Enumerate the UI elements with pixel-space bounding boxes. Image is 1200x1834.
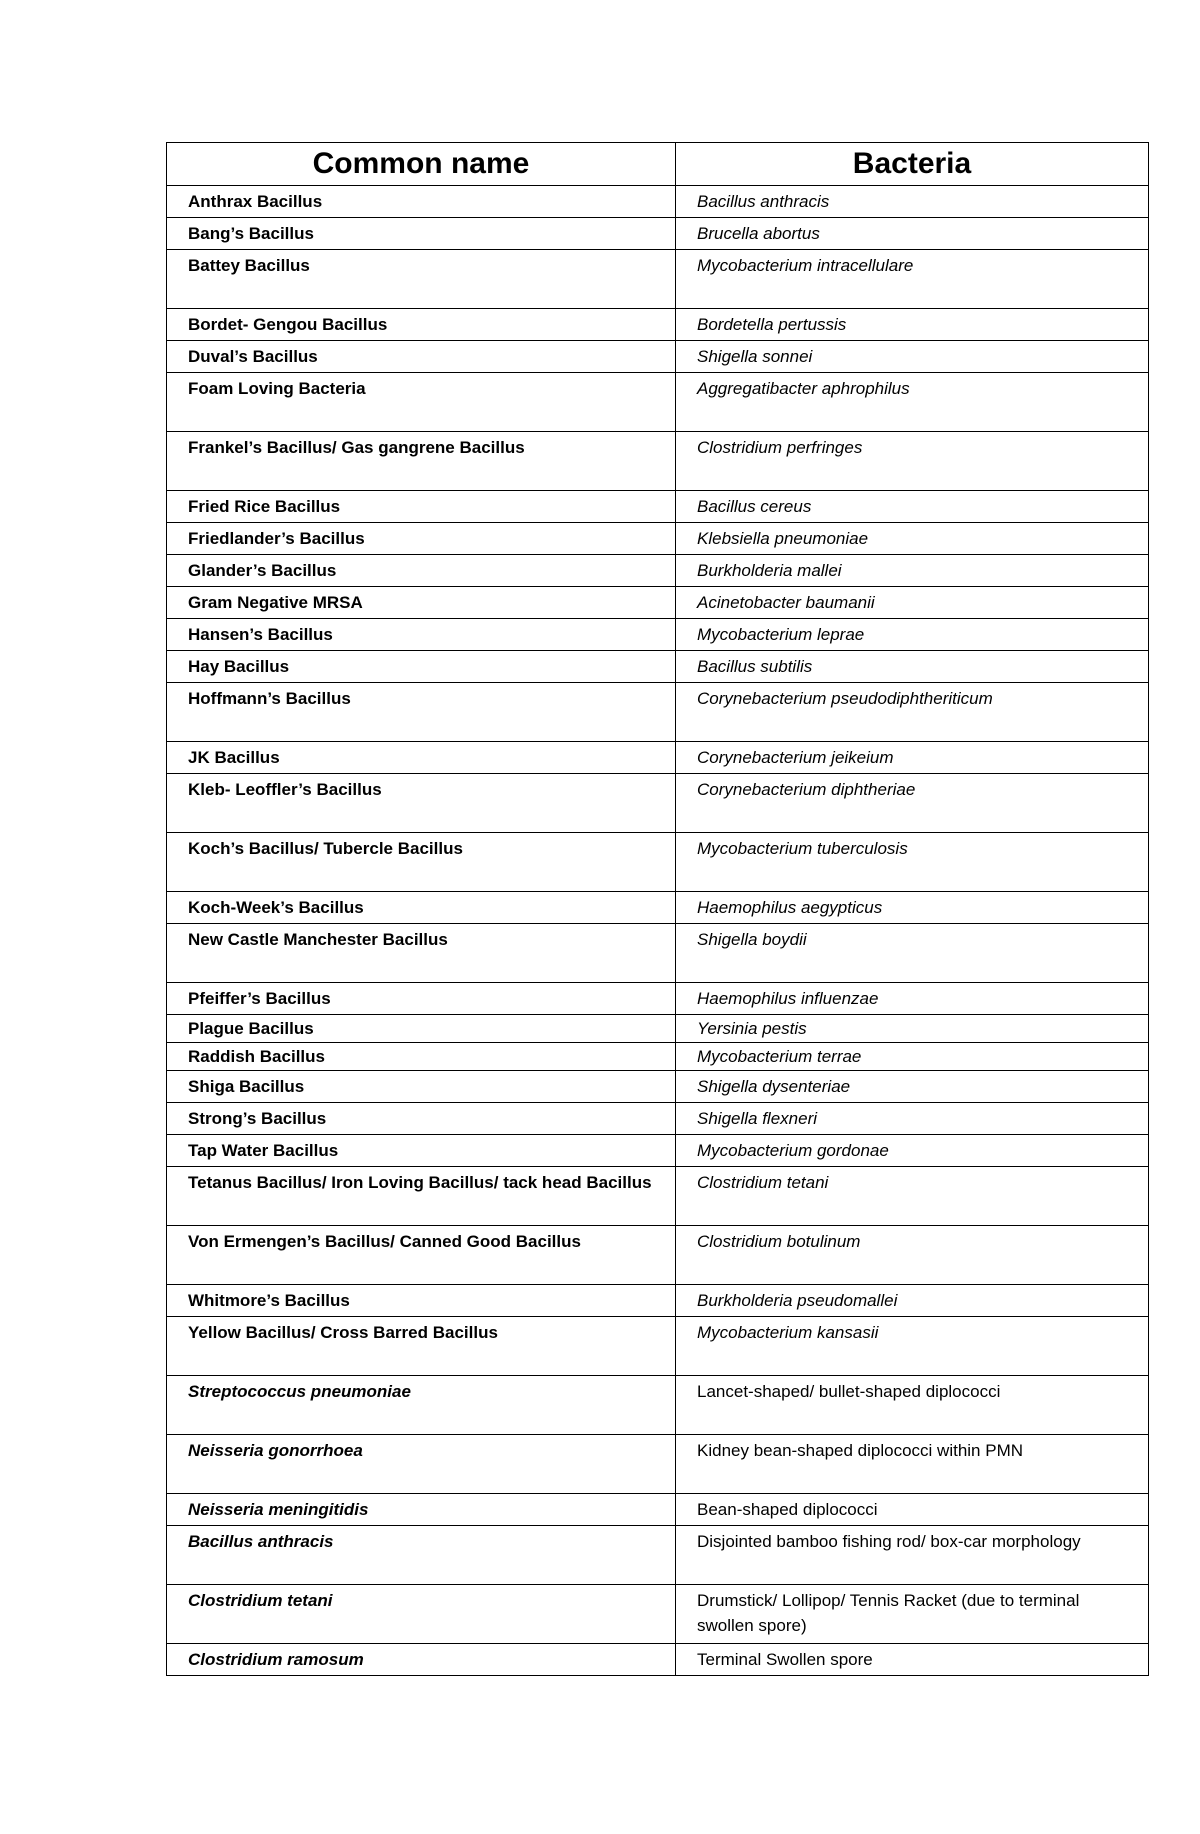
table-row [167, 250, 1149, 309]
bacteria-cell: Mycobacterium leprae [676, 619, 1149, 651]
table-row [167, 1435, 1149, 1494]
common-name-cell: Shiga Bacillus [167, 1071, 676, 1103]
table-row [167, 1317, 1149, 1376]
common-name-cell: Whitmore’s Bacillus [167, 1285, 676, 1317]
common-name-cell: Foam Loving Bacteria [167, 373, 676, 432]
common-name-cell: Friedlander’s Bacillus [167, 523, 676, 555]
table-header-row [167, 143, 1149, 186]
common-name-cell: Hoffmann’s Bacillus [167, 683, 676, 742]
table-row [167, 309, 1149, 341]
bacteria-cell: Haemophilus aegypticus [676, 892, 1149, 924]
table-row [167, 341, 1149, 373]
table-row [167, 1103, 1149, 1135]
common-name-cell: Glander’s Bacillus [167, 555, 676, 587]
common-name-cell: Gram Negative MRSA [167, 587, 676, 619]
bacteria-cell: Acinetobacter baumanii [676, 587, 1149, 619]
table-row [167, 1043, 1149, 1071]
bacteria-cell: Shigella boydii [676, 924, 1149, 983]
bacteria-cell: Burkholderia pseudomallei [676, 1285, 1149, 1317]
common-name-cell: Von Ermengen’s Bacillus/ Canned Good Bacillus [167, 1226, 676, 1285]
table-row [167, 1135, 1149, 1167]
table-row [167, 1285, 1149, 1317]
common-name-cell: Yellow Bacillus/ Cross Barred Bacillus [167, 1317, 676, 1376]
table-row [167, 983, 1149, 1015]
table-row [167, 892, 1149, 924]
common-name-cell: Fried Rice Bacillus [167, 491, 676, 523]
bacteria-cell: Corynebacterium pseudodiphtheriticum [676, 683, 1149, 742]
common-name-cell: Hay Bacillus [167, 651, 676, 683]
table-row [167, 1526, 1149, 1585]
table-row [167, 373, 1149, 432]
table-row [167, 523, 1149, 555]
bacteria-cell: Mycobacterium kansasii [676, 1317, 1149, 1376]
bacteria-cell: Mycobacterium tuberculosis [676, 833, 1149, 892]
common-name-cell: Strong’s Bacillus [167, 1103, 676, 1135]
common-name-cell: Plague Bacillus [167, 1015, 676, 1043]
common-name-cell: Pfeiffer’s Bacillus [167, 983, 676, 1015]
table-row [167, 619, 1149, 651]
common-name-cell: Streptococcus pneumoniae [167, 1376, 676, 1435]
common-name-cell: Bordet- Gengou Bacillus [167, 309, 676, 341]
bacteria-table [166, 142, 1149, 1676]
table-row [167, 1376, 1149, 1435]
common-name-cell: Frankel’s Bacillus/ Gas gangrene Bacillus [167, 432, 676, 491]
common-name-cell: Bacillus anthracis [167, 1526, 676, 1585]
table-row [167, 742, 1149, 774]
bacteria-cell: Mycobacterium terrae [676, 1043, 1149, 1071]
bacteria-cell: Klebsiella pneumoniae [676, 523, 1149, 555]
bacteria-cell: Mycobacterium intracellulare [676, 250, 1149, 309]
table-row [167, 683, 1149, 742]
bacteria-cell: Shigella sonnei [676, 341, 1149, 373]
table-row [167, 555, 1149, 587]
table-row [167, 833, 1149, 892]
bacteria-cell: Aggregatibacter aphrophilus [676, 373, 1149, 432]
bacteria-cell: Shigella dysenteriae [676, 1071, 1149, 1103]
bacteria-cell: Shigella flexneri [676, 1103, 1149, 1135]
bacteria-cell: Drumstick/ Lollipop/ Tennis Racket (due to terminal swollen spore) [676, 1585, 1149, 1644]
common-name-cell: Hansen’s Bacillus [167, 619, 676, 651]
table-row [167, 1585, 1149, 1644]
bacteria-cell: Yersinia pestis [676, 1015, 1149, 1043]
bacteria-cell: Disjointed bamboo fishing rod/ box-car morphology [676, 1526, 1149, 1585]
bacteria-cell: Lancet-shaped/ bullet-shaped diplococci [676, 1376, 1149, 1435]
common-name-cell: Clostridium tetani [167, 1585, 676, 1644]
table-row [167, 924, 1149, 983]
table-row [167, 218, 1149, 250]
bacteria-cell: Clostridium tetani [676, 1167, 1149, 1226]
bacteria-cell: Corynebacterium jeikeium [676, 742, 1149, 774]
common-name-cell: Raddish Bacillus [167, 1043, 676, 1071]
common-name-cell: Tap Water Bacillus [167, 1135, 676, 1167]
table-row [167, 774, 1149, 833]
common-name-cell: New Castle Manchester Bacillus [167, 924, 676, 983]
bacteria-cell: Clostridium botulinum [676, 1226, 1149, 1285]
table-row [167, 651, 1149, 683]
common-name-cell: Clostridium ramosum [167, 1644, 676, 1676]
table-row [167, 1494, 1149, 1526]
common-name-cell: Tetanus Bacillus/ Iron Loving Bacillus/ tack head Bacillus [167, 1167, 676, 1226]
bacteria-cell: Clostridium perfringes [676, 432, 1149, 491]
bacteria-cell: Corynebacterium diphtheriae [676, 774, 1149, 833]
header-common-name: Common name [167, 143, 676, 186]
table-row [167, 1071, 1149, 1103]
table-row [167, 1226, 1149, 1285]
common-name-cell: Kleb- Leoffler’s Bacillus [167, 774, 676, 833]
common-name-cell: Neisseria gonorrhoea [167, 1435, 676, 1494]
bacteria-cell: Haemophilus influenzae [676, 983, 1149, 1015]
common-name-cell: Duval’s Bacillus [167, 341, 676, 373]
bacteria-cell: Bacillus anthracis [676, 186, 1149, 218]
table-row [167, 186, 1149, 218]
table-row [167, 432, 1149, 491]
table-row [167, 1167, 1149, 1226]
common-name-cell: Koch-Week’s Bacillus [167, 892, 676, 924]
table-row [167, 1644, 1149, 1676]
bacteria-cell: Kidney bean-shaped diplococci within PMN [676, 1435, 1149, 1494]
bacteria-cell: Bordetella pertussis [676, 309, 1149, 341]
table-row [167, 587, 1149, 619]
bacteria-cell: Burkholderia mallei [676, 555, 1149, 587]
common-name-cell: Battey Bacillus [167, 250, 676, 309]
header-bacteria: Bacteria [676, 143, 1149, 186]
bacteria-cell: Mycobacterium gordonae [676, 1135, 1149, 1167]
bacteria-cell: Terminal Swollen spore [676, 1644, 1149, 1676]
common-name-cell: Koch’s Bacillus/ Tubercle Bacillus [167, 833, 676, 892]
bacteria-cell: Bacillus subtilis [676, 651, 1149, 683]
common-name-cell: Bang’s Bacillus [167, 218, 676, 250]
bacteria-cell: Bean-shaped diplococci [676, 1494, 1149, 1526]
common-name-cell: Neisseria meningitidis [167, 1494, 676, 1526]
table-row [167, 1015, 1149, 1043]
common-name-cell: JK Bacillus [167, 742, 676, 774]
common-name-cell: Anthrax Bacillus [167, 186, 676, 218]
bacteria-cell: Brucella abortus [676, 218, 1149, 250]
bacteria-cell: Bacillus cereus [676, 491, 1149, 523]
table-row [167, 491, 1149, 523]
table-body [167, 186, 1149, 1676]
